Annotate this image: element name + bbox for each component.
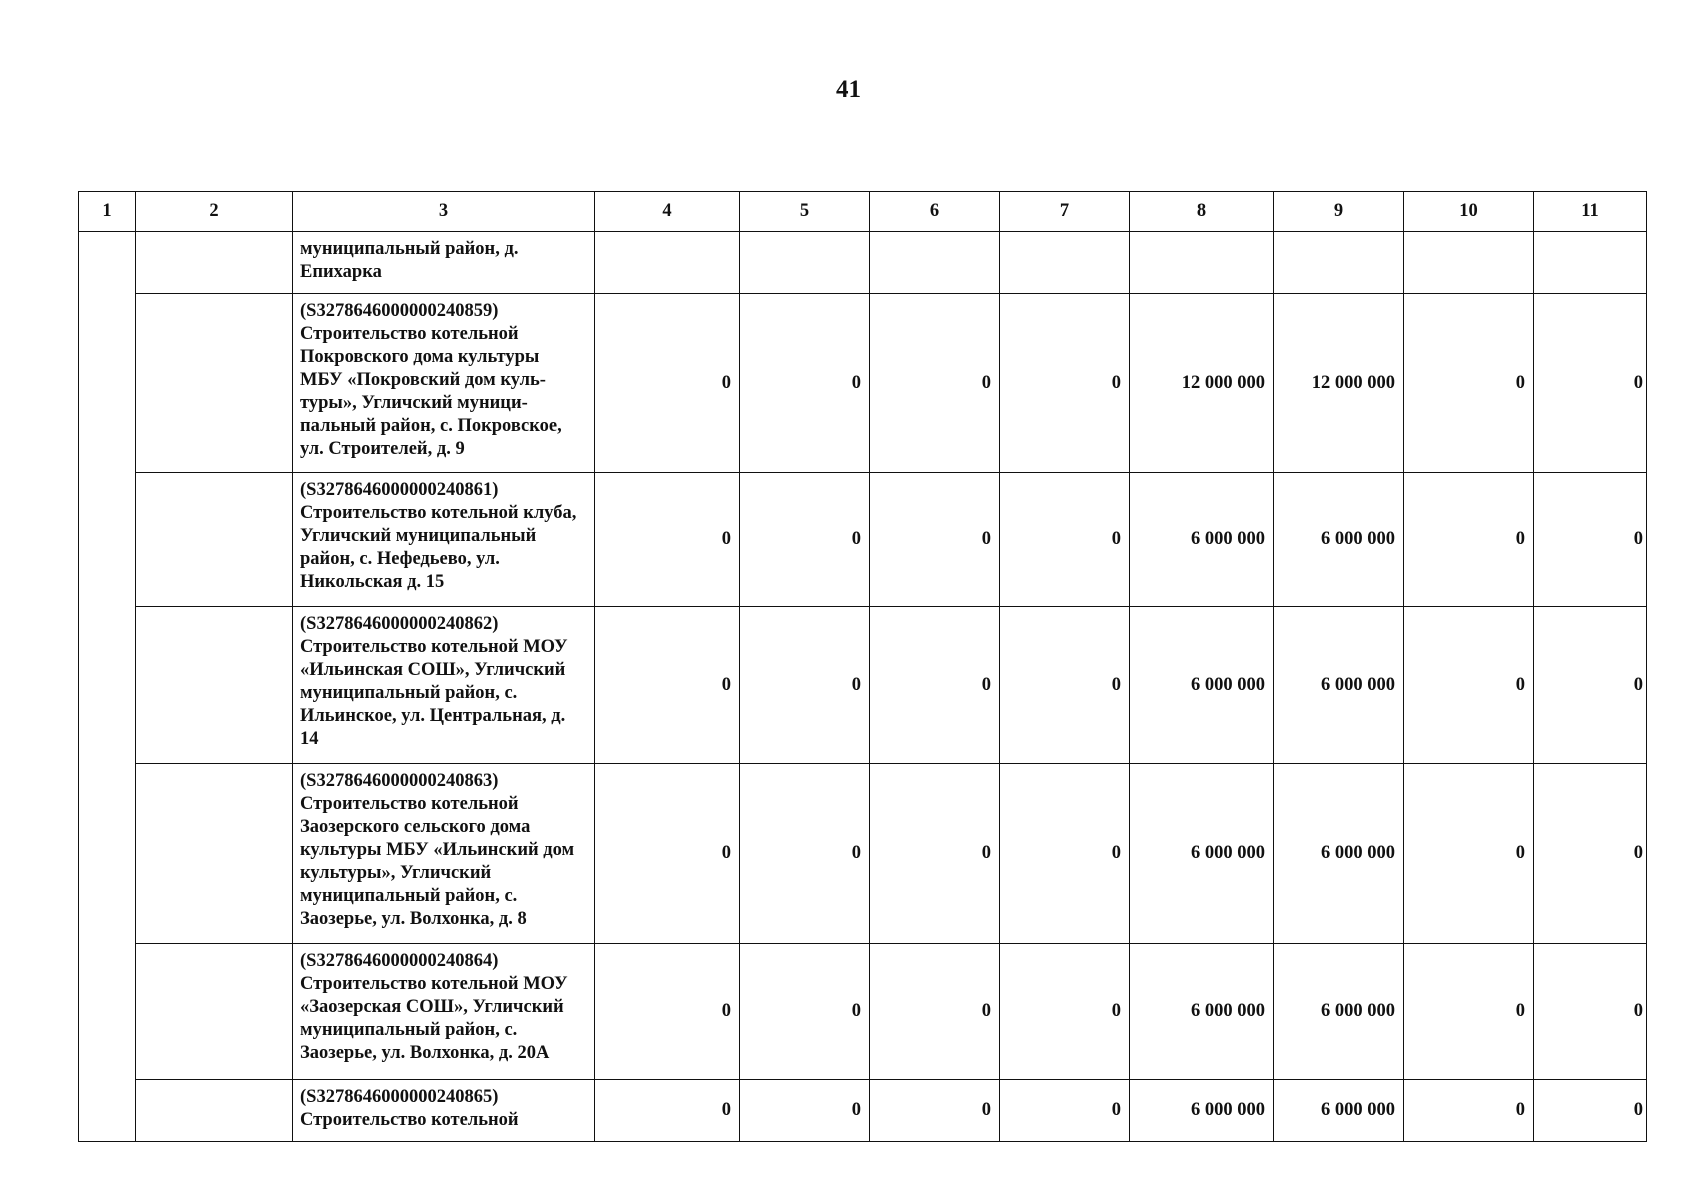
column-header-7: 7 [1000, 192, 1130, 232]
cell-value-col-11: 0 [1534, 1080, 1647, 1142]
cell-value-col-9: 6 000 000 [1274, 1080, 1404, 1142]
description-text: (S3278646000000240863) Строительство котельной Заозерского сельского дома культуры МБУ «Ильинский дом культуры», Угличский муниципальный район, с. Заозерье, ул. Волхонка, д. 8 [300, 771, 575, 929]
cell-value-col-6 [870, 232, 1000, 294]
cell-description [293, 764, 595, 944]
cell-value-col-7: 0 [1000, 1080, 1130, 1142]
cell-description [293, 294, 595, 473]
cell-value-col-4: 0 [595, 294, 740, 473]
column-header-4: 4 [595, 192, 740, 232]
cell-col-2 [136, 607, 293, 764]
cell-col-2 [136, 294, 293, 473]
cell-value-col-8: 6 000 000 [1130, 607, 1274, 764]
cell-col-2 [136, 764, 293, 944]
cell-value-col-11: 0 [1534, 294, 1647, 473]
cell-value-col-5: 0 [740, 1080, 870, 1142]
cell-value-col-11: 0 [1534, 473, 1647, 607]
cell-value-col-4: 0 [595, 1080, 740, 1142]
cell-col-2 [136, 1080, 293, 1142]
cell-value-col-10: 0 [1404, 607, 1534, 764]
cell-value-col-9 [1274, 232, 1404, 294]
column-header-8: 8 [1130, 192, 1274, 232]
cell-value-col-5: 0 [740, 294, 870, 473]
cell-value-col-9: 12 000 000 [1274, 294, 1404, 473]
cell-value-col-11: 0 [1534, 764, 1647, 944]
cell-value-col-9: 6 000 000 [1274, 473, 1404, 607]
description-text: (S3278646000000240859) Строительство котельной Покровского дома культуры МБУ «Покровский дом куль- туры», Угличский муници- пальный район, с. Покровское, ул. Строителей, д. 9 [300, 301, 562, 459]
page-number: 41 [836, 76, 861, 103]
table-row [79, 1080, 1647, 1142]
column-header-6: 6 [870, 192, 1000, 232]
cell-value-col-7: 0 [1000, 473, 1130, 607]
column-header-3: 3 [293, 192, 595, 232]
cell-value-col-5: 0 [740, 764, 870, 944]
table-row [79, 473, 1647, 607]
cell-value-col-4 [595, 232, 740, 294]
cell-description [293, 473, 595, 607]
cell-value-col-9: 6 000 000 [1274, 607, 1404, 764]
cell-value-col-5: 0 [740, 473, 870, 607]
column-header-5: 5 [740, 192, 870, 232]
column-header-2: 2 [136, 192, 293, 232]
cell-value-col-6: 0 [870, 1080, 1000, 1142]
table-row [79, 232, 1647, 294]
cell-value-col-7: 0 [1000, 607, 1130, 764]
table-row [79, 764, 1647, 944]
cell-value-col-7 [1000, 232, 1130, 294]
cell-value-col-5: 0 [740, 944, 870, 1080]
budget-table [78, 191, 1647, 1142]
cell-value-col-6: 0 [870, 764, 1000, 944]
cell-value-col-4: 0 [595, 764, 740, 944]
cell-col-2 [136, 232, 293, 294]
description-text: муниципальный район, д. Епихарка [300, 239, 519, 282]
cell-value-col-10: 0 [1404, 944, 1534, 1080]
cell-value-col-8: 6 000 000 [1130, 473, 1274, 607]
cell-value-col-10: 0 [1404, 764, 1534, 944]
cell-value-col-10: 0 [1404, 473, 1534, 607]
cell-value-col-9: 6 000 000 [1274, 944, 1404, 1080]
description-text: (S3278646000000240865) Строительство котельной [300, 1087, 519, 1130]
cell-value-col-8: 6 000 000 [1130, 944, 1274, 1080]
header-row [79, 192, 1647, 232]
cell-value-col-6: 0 [870, 294, 1000, 473]
cell-description [293, 944, 595, 1080]
cell-value-col-8: 12 000 000 [1130, 294, 1274, 473]
cell-description [293, 607, 595, 764]
cell-value-col-10: 0 [1404, 294, 1534, 473]
column-header-1: 1 [79, 192, 136, 232]
description-text: (S3278646000000240862) Строительство котельной МОУ «Ильинская СОШ», Угличский муниципальный район, с. Ильинское, ул. Центральная, д. 14 [300, 614, 568, 749]
column-header-10: 10 [1404, 192, 1534, 232]
cell-value-col-6: 0 [870, 944, 1000, 1080]
column-header-11: 11 [1534, 192, 1647, 232]
cell-value-col-8: 6 000 000 [1130, 1080, 1274, 1142]
cell-value-col-10: 0 [1404, 1080, 1534, 1142]
cell-value-col-7: 0 [1000, 944, 1130, 1080]
cell-col-1-merged [79, 232, 136, 1142]
cell-col-2 [136, 473, 293, 607]
cell-value-col-4: 0 [595, 473, 740, 607]
table-row [79, 294, 1647, 473]
cell-value-col-6: 0 [870, 607, 1000, 764]
cell-value-col-4: 0 [595, 944, 740, 1080]
cell-value-col-4: 0 [595, 607, 740, 764]
cell-value-col-11 [1534, 232, 1647, 294]
cell-value-col-6: 0 [870, 473, 1000, 607]
cell-col-2 [136, 944, 293, 1080]
description-text: (S3278646000000240861) Строительство котельной клуба, Угличский муниципальный район, с. Нефедьево, ул. Никольская д. 15 [300, 480, 577, 592]
cell-value-col-5: 0 [740, 607, 870, 764]
description-text: (S3278646000000240864) Строительство котельной МОУ «Заозерская СОШ», Угличский муниципальный район, с. Заозерье, ул. Волхонка, д. 20А [300, 951, 568, 1063]
table-row [79, 607, 1647, 764]
cell-value-col-5 [740, 232, 870, 294]
cell-description [293, 232, 595, 294]
table-row [79, 944, 1647, 1080]
column-header-9: 9 [1274, 192, 1404, 232]
cell-value-col-10 [1404, 232, 1534, 294]
cell-description [293, 1080, 595, 1142]
cell-value-col-8 [1130, 232, 1274, 294]
cell-value-col-8: 6 000 000 [1130, 764, 1274, 944]
cell-value-col-7: 0 [1000, 764, 1130, 944]
cell-value-col-11: 0 [1534, 607, 1647, 764]
cell-value-col-9: 6 000 000 [1274, 764, 1404, 944]
cell-value-col-11: 0 [1534, 944, 1647, 1080]
cell-value-col-7: 0 [1000, 294, 1130, 473]
